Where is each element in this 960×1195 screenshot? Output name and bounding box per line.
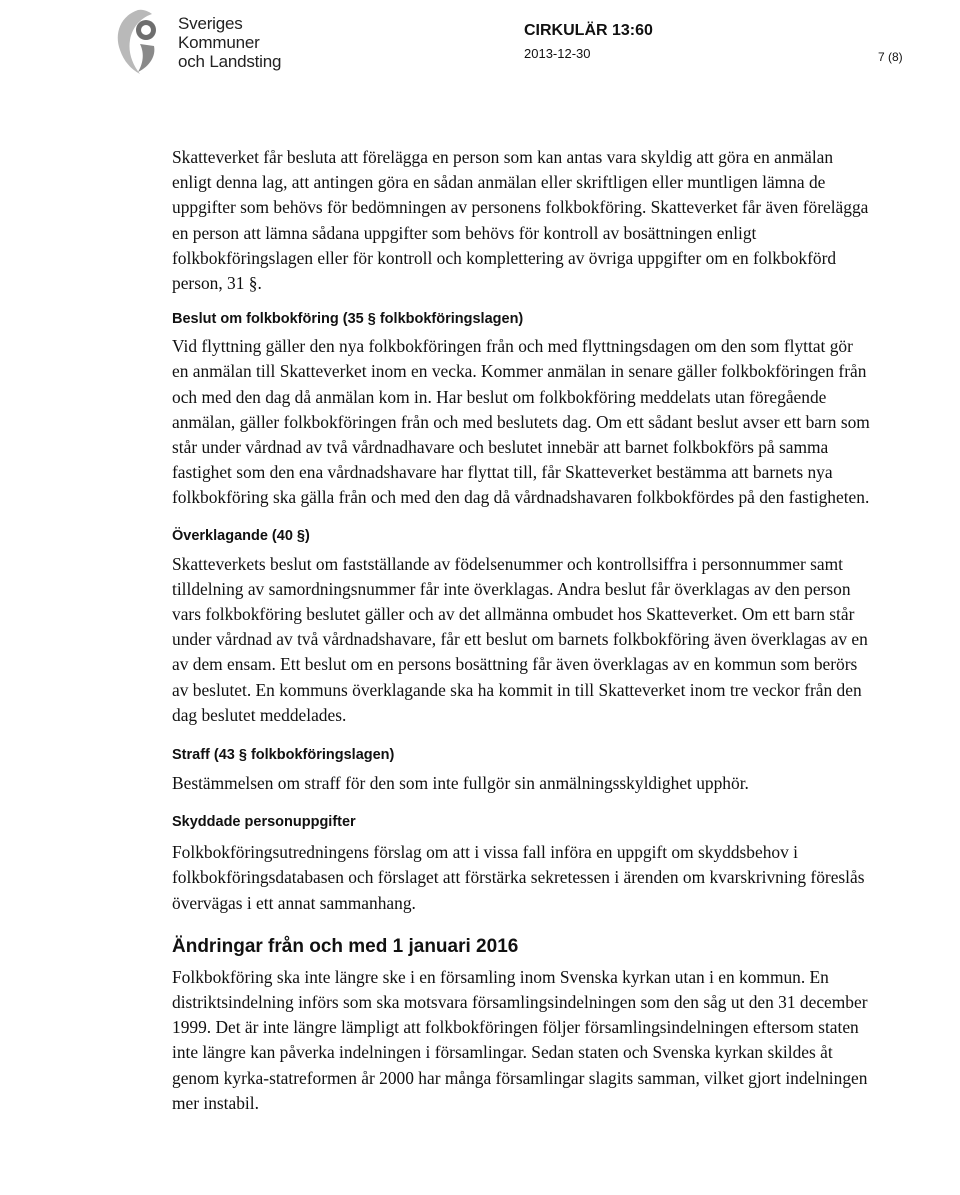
document-body	[172, 145, 872, 1116]
page-number: 7 (8)	[878, 50, 903, 64]
major-heading: Ändringar från och med 1 januari 2016	[172, 935, 519, 957]
section-paragraph-overklagande: Skatteverkets beslut om fastställande av födelsenummer och kontrollsiffra i personnummer samt tilldelning av samordningsnummer får inte överklagas. Andra beslut får överklagas av den person vars folkbokföring beslutet gäller och av det allmänna ombudet hos Skatteverket. Om ett barn står under vårdnad av två vårdnadshavare, får ett beslut om barnets folkbokföring även överklagas av en av dem ensam. Ett beslut om en persons bosättning får även överklagas av en kommun som berörs av beslutet. En kommuns överklagande ska ha kommit in till Skatteverket inom tre veckor från den dag beslutet meddelades.	[172, 553, 868, 725]
intro-paragraph: Skatteverket får besluta att förelägga en person som kan antas vara skyldig att göra en anmälan enligt denna lag, att antingen göra en sådan anmälan eller skriftligen eller muntligen lämna de uppgifter som behövs för bedömningen av personens folkbokföring. Skatteverket får även förelägga en person att lämna sådana uppgifter som behövs för kontroll av bosättningen enligt folkbokföringslagen eller för kontroll och komplettering av övriga uppgifter om en folkbokförd person, 31 §.	[172, 147, 869, 294]
circular-date: 2013-12-30	[524, 46, 591, 61]
section-paragraph-beslut: Vid flyttning gäller den nya folkbokföringen från och med flyttningsdagen om den som flyttat gör en anmälan till Skatteverket inom en vecka. Kommer anmälan in senare gäller folkbokföringen från och med den dag då anmälan kom in. Har beslut om folkbokföring meddelats utan föregående anmälan, gäller folkbokföringen från och med beslutets dag. Om ett sådant beslut avser ett barn som står under vårdnad av två vårdnadhavare och beslutet innebär att barnet folkbokförs på samma fastighet som den ena vårdnadshavare har flyttat till, får Skatteverket bestämma att barnets nya folkbokföring ska gälla från och med den dag då vårdnadshavaren folkbokfördes på den fastigheten.	[172, 336, 870, 508]
organization-logo-text	[178, 14, 281, 71]
circular-title: CIRKULÄR 13:60	[524, 22, 653, 39]
section-heading-straff: Straff (43 § folkbokföringslagen)	[172, 747, 395, 764]
final-paragraph: Folkbokföring ska inte längre ske i en församling inom Svenska kyrkan utan i en kommun. En distriktsindelning införs som ska motsvara församlingsindelningen som den såg ut den 31 december 1999. Det är inte längre lämpligt att folkbokföringen följer församlingsindelningen eftersom staten inte längre kan påverka indelningen i församlingar. Sedan staten och Svenska kyrkan skildes åt genom kyrka-statreformen år 2000 har många församlingar slagits samman, vilket gjort indelningen mer instabil.	[172, 966, 868, 1113]
section-heading-skyddade: Skyddade personuppgifter	[172, 814, 356, 831]
logo-line-3: och Landsting	[178, 52, 282, 71]
section-heading-beslut: Beslut om folkbokföring (35 § folkbokföringslagen)	[172, 311, 524, 328]
section-heading-overklagande: Överklagande (40 §)	[172, 527, 310, 544]
skl-logo-icon	[110, 8, 166, 76]
section-paragraph-skyddade: Folkbokföringsutredningens förslag om att i vissa fall införa en uppgift om skyddsbehov i folkbokföringsdatabasen och förslaget att förstärka sekretessen i ärenden om kvarskrivning föreslås övervägas i ett annat sammanhang.	[172, 842, 865, 913]
logo-line-1: Sveriges	[178, 14, 243, 33]
section-paragraph-straff: Bestämmelsen om straff för den som inte fullgör sin anmälningsskyldighet upphör.	[172, 773, 749, 794]
logo-line-2: Kommuner	[178, 33, 260, 52]
document-header	[0, 0, 960, 110]
